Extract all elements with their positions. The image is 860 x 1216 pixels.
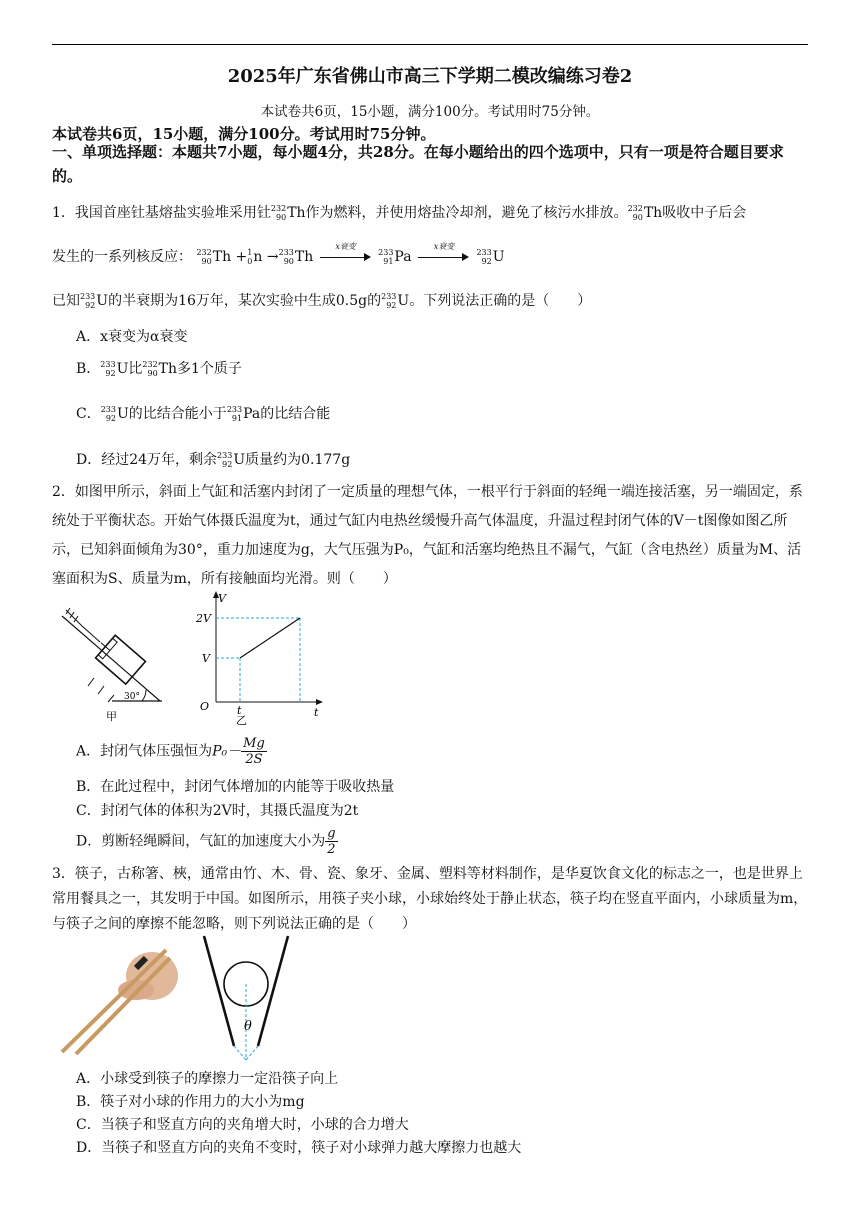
q3-stem: 3．筷子，古称箸、梜，通常由竹、木、骨、瓷、象牙、金属、塑料等材料制作，是华夏饮食文化的标志之一，也是世界上常用餐具之一，其发明于中国。如图所示，用筷子夹小球，小球始终处于静止状态，筷子均在竖直平面内，小球质量为m，与筷子之间的摩擦不能忽略，则下列说法正确的是（ ） bbox=[52, 866, 808, 932]
q3-figure-hand bbox=[56, 944, 178, 1056]
isotope-th232: 232 90 bbox=[270, 204, 287, 222]
q3-figure-chopsticks bbox=[196, 934, 296, 1064]
q1-option-a: A．x衰变为α衰变 bbox=[76, 329, 188, 345]
q3-option-c: C．当筷子和竖直方向的夹角增大时，小球的合力增大 bbox=[76, 1117, 409, 1133]
q2-option-b: B．在此过程中，封闭气体增加的内能等于吸收热量 bbox=[76, 779, 395, 795]
q2-option-c: C．封闭气体的体积为2V时，其摄氏温度为2t bbox=[76, 803, 359, 819]
intro-bold: 本试卷共6页，15小题，满分100分。考试用时75分钟。 bbox=[52, 125, 436, 143]
svg-text:V: V bbox=[202, 652, 210, 665]
q1-line-1: 1．我国首座钍基熔盐实验堆采用钍 232 90 Th作为燃料，并使用熔盐冷却剂，避免了核污水排放。 232 90 Th吸收中子后会 bbox=[52, 204, 747, 222]
reaction-u233: 233 92 U bbox=[476, 248, 505, 266]
angle-label: 30° bbox=[124, 692, 140, 702]
page-subtitle: 本试卷共6页，15小题，满分100分。考试用时75分钟。 bbox=[260, 104, 600, 120]
reaction-neutron: 1 0 n bbox=[247, 248, 263, 266]
svg-text:V: V bbox=[218, 592, 226, 605]
decay-arrow-2: x衰变 bbox=[418, 250, 470, 264]
q2-option-d: D．剪断轻绳瞬间，气缸的加速度大小为 $\frac{g}{2}$ bbox=[76, 826, 336, 857]
svg-text:t: t bbox=[237, 704, 242, 717]
svg-text:乙: 乙 bbox=[236, 714, 247, 726]
q2-figure-yi bbox=[196, 590, 326, 726]
q2-figure-jia bbox=[52, 606, 170, 724]
reaction-pa233: 233 91 Pa bbox=[378, 248, 412, 266]
top-rule bbox=[52, 44, 808, 45]
q1-option-c: C． 233 92 U的比结合能小于 233 91 Pa的比结合能 bbox=[76, 405, 331, 423]
decay-arrow-1: x衰变 bbox=[320, 250, 372, 264]
fig-jia-label: 甲 bbox=[106, 710, 117, 723]
q3-option-d: D．当筷子和竖直方向的夹角不变时，筷子对小球弹力越大摩擦力也越大 bbox=[76, 1140, 522, 1156]
q2-option-a: A．封闭气体压强恒为P₀－ $\frac{Mg}{2S}$ bbox=[76, 736, 265, 767]
section-1-heading: 一、单项选择题：本题共7小题，每小题4分，共28分。在每小题给出的四个选项中，只有一项是符合题目要求的。 bbox=[52, 143, 784, 185]
q1-option-b: B． 233 92 U比 232 90 Th多1个质子 bbox=[76, 360, 242, 378]
page-title: 2025年广东省佛山市高三下学期二模改编练习卷2 bbox=[227, 66, 633, 87]
q3-option-a: A．小球受到筷子的摩擦力一定沿筷子向上 bbox=[76, 1071, 339, 1087]
q1-option-d: D．经过24万年，剩余 233 92 U质量约为0.177g bbox=[76, 451, 351, 469]
reaction-th233: 233 90 Th bbox=[278, 248, 314, 266]
q2-stem: 2．如图甲所示，斜面上气缸和活塞内封闭了一定质量的理想气体，一根平行于斜面的轻绳一端连接活塞，另一端固定，系统处于平衡状态。开始气体摄氏温度为t，通过气缸内电热丝缓慢升高气体温度，升温过程封闭气体的V－t图像如图乙所示，已知斜面倾角为30°，重力加速度为g，大气压强为P₀，气缸和活塞均绝热且不漏气，气缸（含电热丝）质量为M、活塞面积为S、质量为m，所有接触面均光滑。则（ ） bbox=[52, 484, 803, 587]
svg-text:t: t bbox=[314, 706, 319, 719]
svg-text:O: O bbox=[200, 700, 210, 713]
q3-option-b: B．筷子对小球的作用力的大小为mg bbox=[76, 1094, 305, 1110]
isotope-th232-2: 232 90 bbox=[627, 204, 643, 222]
reaction-th232: 232 90 Th bbox=[196, 248, 232, 266]
theta-label: θ bbox=[244, 1019, 252, 1034]
q1-line-3: 已知 233 92 U的半衰期为16万年，某次实验中生成0.5g的 233 92 U。下列说法正确的是（ ） bbox=[52, 292, 592, 310]
q1-reaction-line: 发生的一系列核反应： 232 90 Th + 1 0 n → 233 90 Th x衰变 233 91 Pa x衰变 233 92 U bbox=[52, 242, 505, 266]
svg-text:2V: 2V bbox=[196, 612, 211, 625]
